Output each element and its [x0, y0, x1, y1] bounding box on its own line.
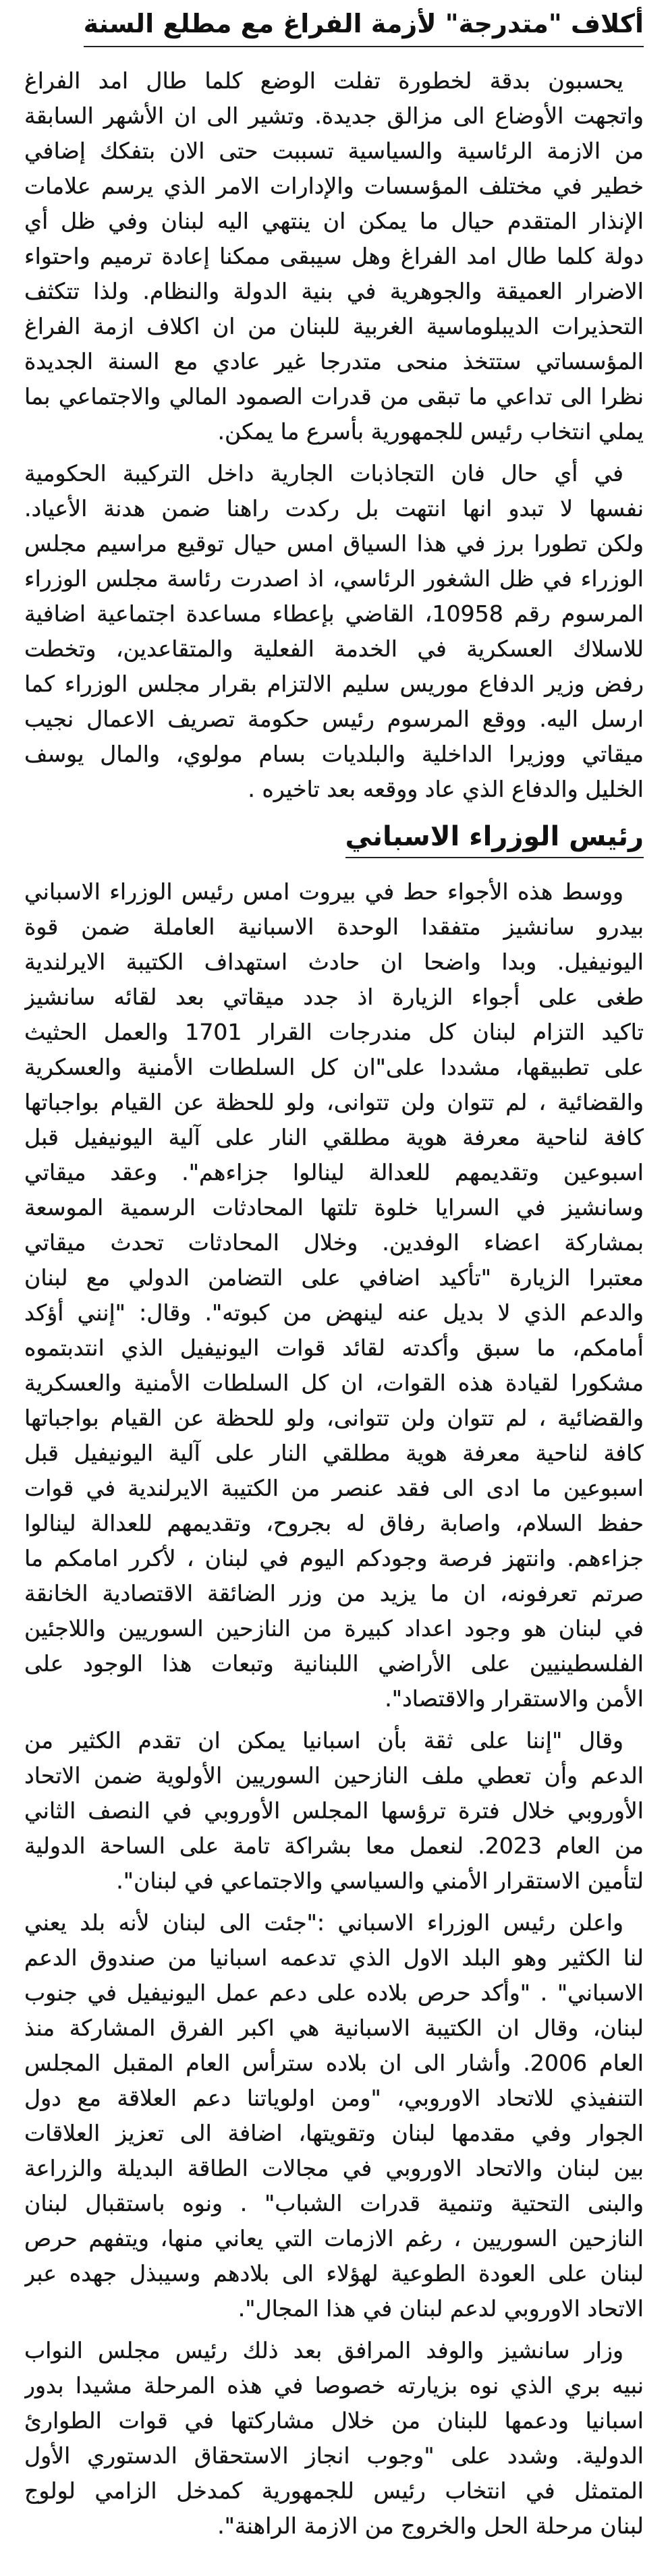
text-line: أمامكم، ما سبق وأكدته لقائد قوات اليونيفيل الذي انتدبتموه — [24, 1335, 644, 1361]
text-line: نظرا الى تداعي ما تبقى من قدرات الصمود المالي والاجتماعي بما — [24, 383, 644, 410]
text-line: الأوروبي خلال فترة ترؤسها المجلس الأوروبي في النصف الثاني — [24, 1797, 644, 1824]
text-line: اسبوعين ما ادى الى فقد عنصر من الكتيبة الايرلندية في قوات — [24, 1475, 644, 1501]
text-line: اسبوعين وتقديمهم للعدالة لينالوا جزاءهم". وعقد ميقاتي — [24, 1159, 644, 1185]
text-line: رفض وزير الدفاع موريس سليم الالتزام بقرار مجلس الوزراء كما — [24, 671, 644, 697]
text-line: المرسوم رقم 10958، القاضي بإعطاء مساعدة اجتماعية اضافية — [24, 600, 644, 627]
text-line: والقضائية ، لم تتوان ولن تتوانى، ولو للحظة عن القيام بواجباتها — [24, 1405, 644, 1431]
text-line: الاسباني" . "وأكد حرص بلاده على دعم عمل اليونيفيل في جنوب — [24, 1980, 644, 2006]
text-line: نبيه بري الذي نوه بزيارته خصوصا في هذه المرحلة مشيدا بدور — [24, 2372, 644, 2399]
text-line: مشكورا لقيادة هذه القوات، ان كل السلطات الأمنية والعسكرية — [24, 1370, 644, 1396]
text-line: والبنى التحتية وتنمية قدرات الشباب" . ونوه باستقبال لبنان — [24, 2190, 644, 2216]
text-line: جزاءهم. وانتهز فرصة وجودكم اليوم في لبنان ، لأكرر امامكم ما — [24, 1545, 644, 1571]
headline-block — [24, 4, 644, 63]
text-line: المؤسساتي ستتخذ منحى متدرجا غير عادي مع السنة الجديدة — [24, 348, 644, 374]
paragraph — [24, 63, 644, 449]
text-line: الجوار وفي مقدمها لبنان وتقويتها، اضافة الى تعزيز العلاقات — [24, 2120, 644, 2146]
text-line: ولكن تطورا برز في هذا السياق امس حيال توقيع مراسيم مجلس — [24, 530, 644, 557]
text-line: كافة لناحية معرفة هوية مطلقي النار على آلية اليونيفيل قبل — [24, 1440, 644, 1466]
text-line: الاتحاد الاوروبي لدعم لبنان في هذا المجال". — [238, 2295, 644, 2322]
text-line: يحسبون بدقة لخطورة تفلت الوضع كلما طال امد الفراغ — [24, 67, 623, 94]
text-line: بين لبنان والاتحاد الاوروبي في مجالات الطاقة البديلة والزراعة — [24, 2155, 644, 2181]
article-title: أكلاف "متدرجة" لأزمة الفراغ مع مطلع السنة — [84, 4, 644, 47]
text-line: في أي حال فان التجاذبات الجارية داخل التركيبة الحكومية — [24, 460, 623, 486]
text-line: لبنان مرحلة الحل والخروج من الازمة الراهنة". — [217, 2513, 644, 2539]
paragraph — [24, 1723, 644, 1899]
text-line: الاضرار العميقة والجوهرية في بنية الدولة والنظام. ولذا تتكثف — [24, 278, 644, 304]
text-line: لتأمين الاستقرار الأمني والسياسي والاجتماعي في لبنان". — [116, 1868, 644, 1894]
text-line: والدعم الذي لا بديل عنه لينهض من كبوته". وقال: "إنني أؤكد — [24, 1299, 644, 1326]
text-line: العام 2006. وأشار الى ان بلاده سترأس العام المقبل المجلس — [24, 2050, 644, 2076]
text-line: وزار سانشيز والوفد المرافق بعد ذلك رئيس مجلس النواب — [24, 2337, 623, 2363]
text-line: دولة كلما طال امد الفراغ وهل سيبقى ممكنا إعادة ترميم واحتواء — [24, 243, 644, 269]
text-line: المتمثل في انتخاب رئيس للجمهورية كمدخل الزامي لولوج — [24, 2477, 644, 2504]
text-line: كافة لناحية معرفة هوية مطلقي النار على آلية اليونيفيل قبل — [24, 1124, 644, 1150]
text-line: النازحين السوريين ، رغم الازمات التي يعاني منها، ويتفهم حرص — [24, 2225, 644, 2251]
text-line: من الازمة الرئاسية والسياسية تسببت حتى الان بتفكك إضافي — [24, 138, 644, 164]
text-line: التنفيذي للاتحاد الاوروبي، "ومن اولوياتنا دعم العلاقة مع دول — [24, 2085, 644, 2111]
text-line: لنا الكثير وهو البلد الاول الذي تدعمه اسبانيا من صندوق الدعم — [24, 1944, 644, 1971]
text-line: التحذيرات الديبلوماسية الغربية للبنان من ان اكلاف ازمة الفراغ — [24, 313, 644, 339]
text-line: الدعم وأن تعطي ملف النازحين السوريين الأولوية ضمن الاتحاد — [24, 1762, 644, 1789]
text-line: خطير في مختلف المؤسسات والإدارات الامر الذي يرسم علامات — [24, 173, 644, 199]
text-line: لبنان على العودة الطوعية لهؤلاء الى بلادهم وسيبذل جهده عبر — [24, 2260, 644, 2287]
paragraph — [24, 1905, 644, 2326]
text-line: اليونيفيل. وبدا واضحا ان حادث استهداف الكتيبة الايرلندية — [24, 949, 644, 975]
text-line: الأمن والاستقرار والاقتصاد". — [385, 1685, 644, 1712]
text-line: نفسها لا تبدو انها انتهت بل ركدت راهنا ضمن هدنة الأعياد. — [24, 495, 644, 522]
text-line: واتجهت الأوضاع الى مزالق جديدة. وتشير الى ان الأشهر السابقة — [24, 103, 644, 129]
text-line: واعلن رئيس الوزراء الاسباني :"جئت الى لبنان لأنه بلد يعني — [24, 1909, 623, 1936]
text-line: في لبنان هو وجود اعداد كبيرة من النازحين السوريين واللاجئين — [24, 1615, 644, 1642]
paragraph — [24, 456, 644, 807]
text-line: الفلسطينيين على الأراضي اللبنانية وتبعات هذا الوجود على — [24, 1650, 644, 1677]
section-heading-block — [24, 818, 644, 860]
section-heading: رئيس الوزراء الاسباني — [345, 818, 644, 858]
text-line: اسبانيا ودعمها للبنان من خلال مشاركتها في قوات الطوارئ — [24, 2407, 644, 2434]
text-line: لبنان، وقال ان الكتيبة الاسبانية هي اكبر الفرق المشاركة منذ — [24, 2015, 644, 2041]
text-line: طغى على أجواء الزيارة اذ جدد ميقاتي بعد لقائه سانشيز — [24, 984, 644, 1010]
text-line: والقضائية ، لم تتوان ولن تتوانى، ولو للحظة عن القيام بواجباتها — [24, 1089, 644, 1115]
text-line: للاسلاك العسكرية في الخدمة الفعلية والمتقاعدين، وتخطت — [24, 636, 644, 662]
text-line: ارسل اليه. ووقع المرسوم رئيس حكومة تصريف الاعمال نجيب — [24, 706, 644, 732]
text-line: يملي انتخاب رئيس للجمهورية بأسرع ما يمكن. — [217, 418, 644, 445]
text-line: ميقاتي ووزيرا الداخلية والبلديات بسام مولوي، والمال يوسف — [24, 741, 644, 767]
text-line: الخليل والدفاع الذي عاد ووقعه بعد تاخيره . — [248, 776, 644, 802]
text-line: الإنذار المتقدم حيال ما يمكن ان ينتهي اليه لبنان وفي ظل أي — [24, 208, 644, 234]
text-line: من العام 2023. لنعمل معا بشراكة تامة على الساحة الدولية — [24, 1832, 644, 1859]
paragraph — [24, 2333, 644, 2544]
text-line: تاكيد التزام لبنان كل مندرجات القرار 1701 والعمل الحثيث — [24, 1019, 644, 1045]
text-line: بمشاركة اعضاء الوفدين. وخلال المحادثات تحدث ميقاتي — [24, 1229, 644, 1256]
text-line: صرتم تعرفونه، ان ما يزيد من وزر الضائقة الاقتصادية الخانقة — [24, 1580, 644, 1606]
text-line: حفظ السلام، واصابة رفاق له بجروح، وتقديمهم للعدالة لينالوا — [24, 1510, 644, 1536]
paragraph — [24, 874, 644, 1716]
text-line: وسانشيز في السرايا خلوة تلتها المحادثات الرسمية الموسعة — [24, 1194, 644, 1221]
text-line: معتبرا الزيارة "تأكيد اضافي على التضامن الدولي مع لبنان — [24, 1264, 644, 1291]
text-line: بيدرو سانشيز متفقدا الوحدة الاسبانية العاملة ضمن قوة — [24, 914, 644, 940]
text-line: ووسط هذه الأجواء حط في بيروت امس رئيس الوزراء الاسباني — [24, 878, 623, 905]
text-line: الدولية. وشدد على "وجوب انجاز الاستحقاق الدستوري الأول — [24, 2442, 644, 2469]
text-line: على تطبيقها، مشددا على"ان كل السلطات الأمنية والعسكرية — [24, 1054, 644, 1080]
text-line: الوزراء في ظل الشغور الرئاسي، اذ اصدرت رئاسة مجلس الوزراء — [24, 565, 644, 592]
text-line: وقال "إننا على ثقة بأن اسبانيا يمكن ان تقدم الكثير من — [24, 1727, 623, 1754]
